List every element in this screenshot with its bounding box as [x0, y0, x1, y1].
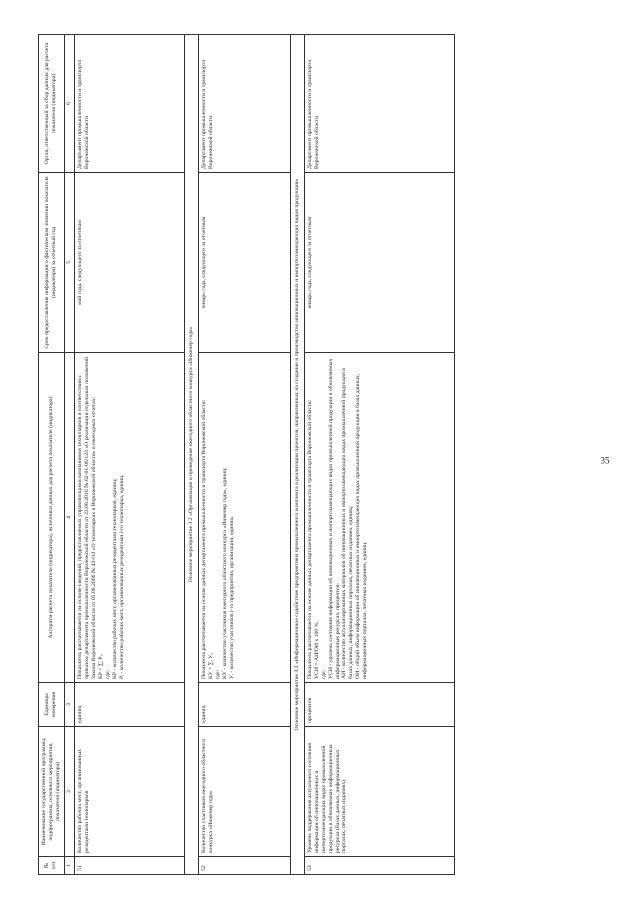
header-name: Наименование государственной программы, подпрограммы, основного мероприятия, показателя (индикатора)	[39, 727, 65, 857]
algorithm-line: Рᵢ - количество рабочих мест, организованных резидентами i-го технопарка, единиц.	[118, 474, 125, 679]
section-title: Основное мероприятие 3.3 «Информационное содействие предприятиям промышленного комплекса в реализации проектов, направленных на создание и производство инновационных и импортозамещающих видов продукции»	[290, 35, 304, 875]
indicator-responsible: Департамент промышленности и транспорта Воронежской области	[74, 35, 184, 173]
table-row	[74, 35, 184, 875]
indicator-name: Количество рабочих мест, организованных резидентами технопарков	[74, 727, 184, 857]
formula: КР = ∑ᵢ Рᵢ,	[97, 654, 104, 679]
algorithm-line: КУ - количество участников ежегодного областного конкурса «Инженер года», единиц;	[221, 467, 228, 679]
indicator-table	[38, 34, 455, 875]
row-number: 51	[74, 857, 184, 875]
indicator-unit: единиц	[198, 683, 290, 727]
algorithm-line: где:	[320, 669, 327, 679]
algorithm-line: КР - количество рабочих мест, организованных резидентами технопарков, единиц;	[111, 478, 118, 679]
formula: КУ = ∑ᵢ Уᵢ,	[207, 652, 214, 679]
algorithm-line: Показатель рассчитывается на основе сведений, предоставляемых управляющими компаниями технопарков в соответствии с приказом департамента промышленности Воронежской области от 23.08.2016 № 62-01-06/123 «О реализации отдельных положений Закона Воронежской области от 05.06.2006 № 43-ОЗ «О технопарках в Воронежской области» в ежегодных отчетах:	[76, 357, 97, 679]
algorithm-line: УСИ - уровень состояния информации об инновационных и импортозамещающих видах промышленной продукции в обновляемых информационных ресурсах, процентов;	[327, 358, 341, 679]
algorithm-line: где:	[214, 669, 221, 679]
formula: УСИ = АИ/ОИ x 100 %,	[313, 621, 320, 679]
column-number: 2	[64, 727, 74, 857]
indicator-deadline: май года, следующего за отчетным	[74, 173, 184, 353]
algorithm-line: Показатель рассчитывается на основе данных департамента промышленности и транспорта Воронежской области:	[200, 399, 207, 679]
indicator-deadline: январь года, следующего за отчетным	[198, 173, 290, 353]
row-number: 53	[304, 857, 454, 875]
table-row	[198, 35, 290, 875]
section-row	[290, 35, 304, 875]
header-deadline: Срок предоставления информации о фактическом значении показателя (индикатора) за отчетный год	[39, 173, 65, 353]
algorithm-line: ОИ - общий объем информации об инновационных и импортозамещающих видах промышленной продукции в базах данных, информационных порталах, печатных изданиях, единиц.	[355, 373, 369, 679]
indicator-unit: единиц	[74, 683, 184, 727]
header-algorithm: Алгоритм расчета показателя (индикатора), источники данных для расчета показателя (индикатора)	[39, 353, 65, 683]
section-row	[184, 35, 198, 875]
column-number: 6	[64, 35, 74, 173]
page-number: 35	[600, 455, 610, 466]
column-number: 1	[64, 857, 74, 875]
header-number: № п/п	[39, 857, 65, 875]
indicator-name: Уровень поддержания актуального состояния информации об инновационных и импортозамещающих видах промышленной продукции в обновляемых информационных ресурсах (базах данных, информационных порталах, печатных изданиях)	[304, 727, 454, 857]
indicator-unit: процентов	[304, 683, 454, 727]
column-number: 3	[64, 683, 74, 727]
indicator-algorithm	[304, 353, 454, 683]
table-header-row	[39, 35, 65, 875]
indicator-algorithm	[74, 353, 184, 683]
section-title: Основное мероприятие 3.2 «Организация и проведение ежегодного областного конкурса «Инженер года»	[184, 35, 198, 875]
column-number: 4	[64, 353, 74, 683]
algorithm-line: АИ - количество актуализированных материалов об инновационных и импортозамещающих видах промышленной продукции в базах данных, информационных порталах, печатных изданиях, единиц;	[341, 368, 355, 679]
table-row	[304, 35, 454, 875]
indicator-responsible: Департамент промышленности и транспорта Воронежской области	[198, 35, 290, 173]
column-number-row	[64, 35, 74, 875]
row-number: 52	[198, 857, 290, 875]
indicator-responsible: Департамент промышленности и транспорта Воронежской области	[304, 35, 454, 173]
header-unit: Единицы измерения	[39, 683, 65, 727]
indicator-deadline: январь года, следующего за отчетным	[304, 173, 454, 353]
column-number: 5	[64, 173, 74, 353]
header-responsible: Орган, ответственный за сбор данных для расчета показателя (индикатора)	[39, 35, 65, 173]
indicator-name: Количество участников ежегодного областного конкурса «Инженер года»	[198, 727, 290, 857]
indicator-algorithm	[198, 353, 290, 683]
algorithm-line: Уᵢ - количество участников i-го предприятия, организации, единиц.	[228, 515, 235, 679]
algorithm-line: Показатель рассчитывается на основе данных департамента промышленности и транспорта Воронежской области:	[306, 399, 313, 679]
algorithm-line: где:	[104, 669, 111, 679]
